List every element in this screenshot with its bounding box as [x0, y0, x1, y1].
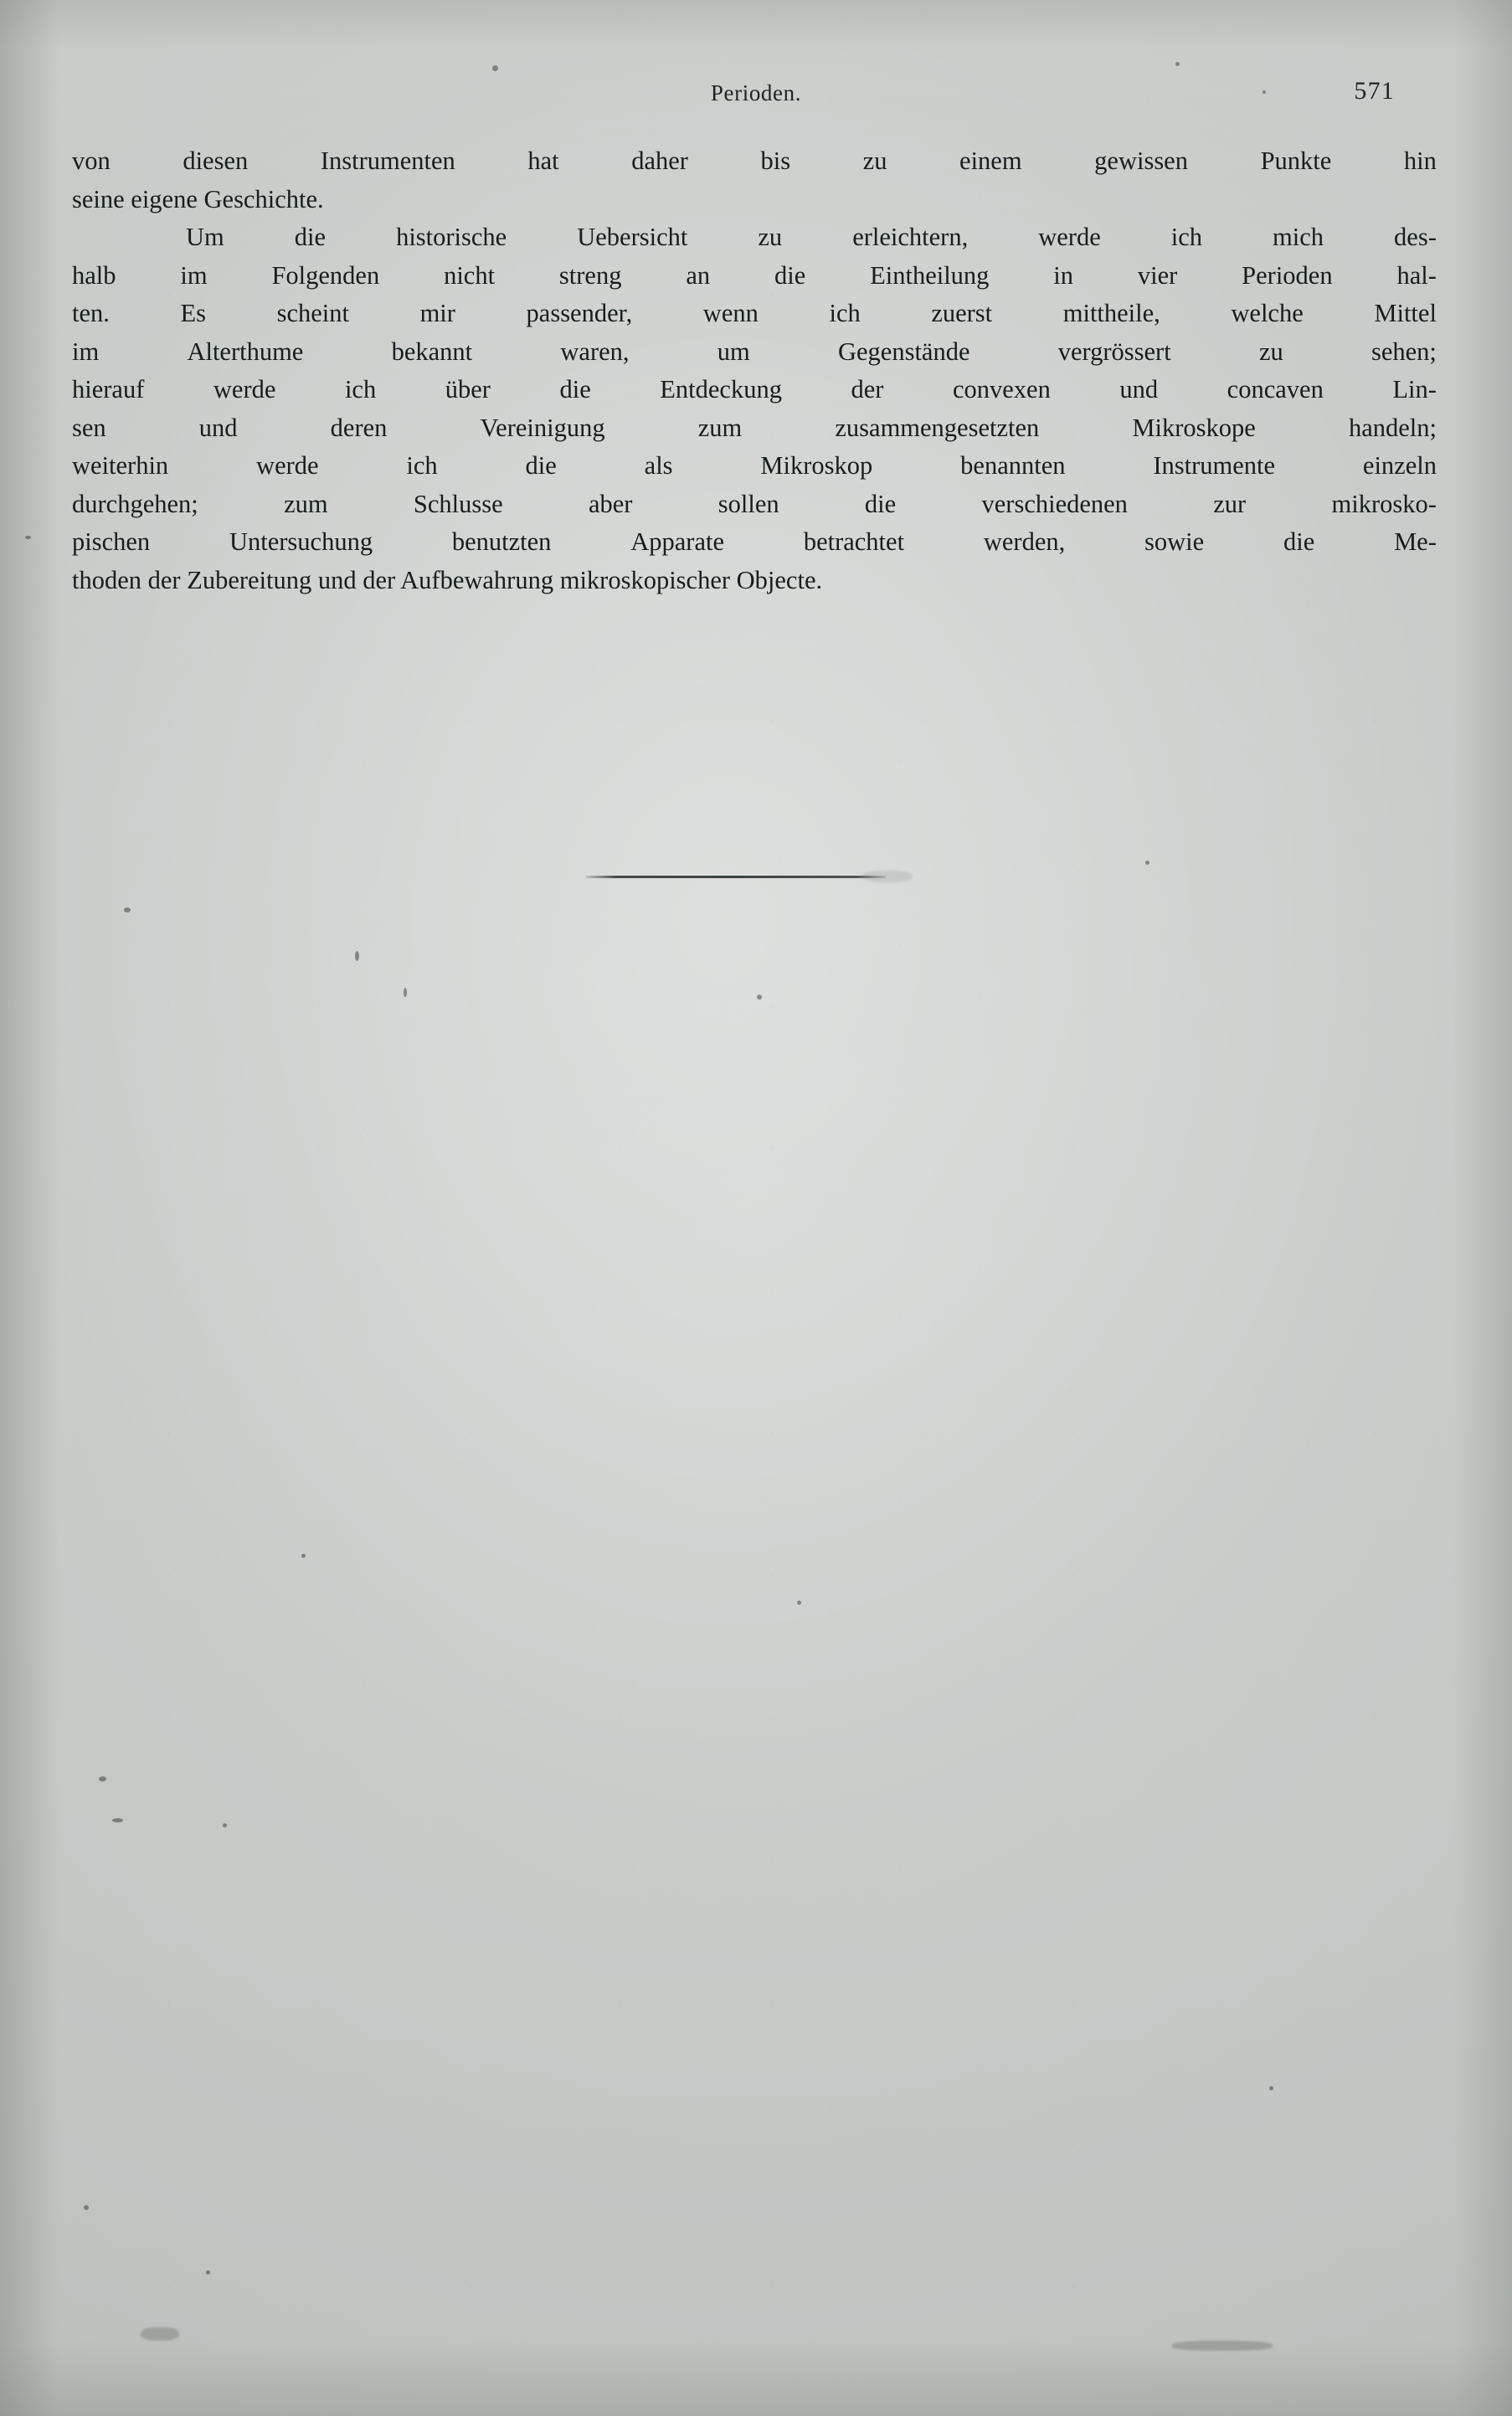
scan-speck — [84, 2205, 89, 2210]
text-word: zusammengesetzten — [835, 413, 1040, 442]
scan-speck — [99, 1776, 106, 1781]
text-line — [72, 371, 1437, 409]
text-line — [72, 562, 1437, 600]
scan-speck — [404, 988, 407, 997]
text-word: daher — [631, 147, 688, 175]
text-word: einzeln — [1362, 451, 1437, 480]
scan-speck — [355, 951, 359, 961]
text-word: zu — [758, 223, 783, 251]
text-word: diesen — [183, 147, 249, 175]
scan-speck — [301, 1554, 306, 1558]
text-word: die — [294, 223, 327, 251]
text-word: erleichtern, — [852, 223, 969, 251]
paragraph-2 — [72, 218, 1437, 599]
text-line — [72, 295, 1437, 333]
text-word: einem — [959, 147, 1022, 175]
text-word: ich — [829, 299, 861, 327]
text-word: Perioden — [1242, 260, 1333, 290]
text-word: von — [72, 147, 111, 175]
scan-speck — [1145, 861, 1149, 865]
text-word: die — [1283, 527, 1315, 556]
text-word: in — [1053, 260, 1074, 290]
scan-speck — [1175, 62, 1180, 66]
text-word: benannten — [960, 451, 1066, 480]
text-word: gewissen — [1094, 147, 1188, 175]
text-word: bis — [760, 147, 791, 175]
text-line — [72, 181, 1437, 219]
scan-speck — [223, 1823, 227, 1827]
text-word: hin — [1403, 147, 1437, 175]
text-word: Uebersicht — [577, 223, 688, 251]
text-word: pischen — [72, 527, 151, 556]
running-head — [75, 77, 1437, 114]
text-word: der — [851, 375, 884, 404]
text-line — [72, 218, 1437, 257]
text-word: Um — [186, 223, 224, 251]
text-word: aber — [588, 489, 633, 518]
paragraph-indent — [72, 218, 116, 257]
section-divider-rule — [586, 876, 886, 878]
text-word: zuerst — [931, 299, 993, 327]
text-word: hal- — [1396, 260, 1437, 290]
text-word: Alterthume — [187, 337, 304, 366]
text-word: ich — [1170, 223, 1203, 251]
text-word: durchgehen; — [72, 489, 198, 518]
text-line-content: seine eigene Geschichte. — [72, 184, 324, 213]
text-word: Gegenstände — [837, 337, 970, 366]
text-word: im — [72, 337, 100, 366]
scan-speck — [112, 1818, 123, 1822]
text-word: nicht — [444, 260, 496, 290]
text-word: Mikroskope — [1132, 413, 1256, 442]
text-word: wenn — [702, 299, 759, 327]
scan-speck — [124, 907, 131, 912]
text-word: historische — [396, 223, 507, 251]
text-word: werde — [213, 375, 276, 404]
page-edge-shading-top — [0, 0, 1512, 50]
text-line — [72, 523, 1437, 562]
text-word: des- — [1394, 223, 1437, 251]
text-word: sollen — [717, 489, 779, 518]
running-head-title: Perioden. — [710, 80, 802, 105]
text-word: zu — [862, 147, 887, 175]
scan-speck — [492, 65, 498, 71]
text-word: scheint — [276, 299, 349, 327]
scan-speck — [206, 2270, 210, 2275]
text-word: bekannt — [391, 337, 473, 366]
text-word: werde — [256, 451, 319, 480]
text-word: Vereinigung — [480, 413, 605, 442]
text-word: welche — [1231, 299, 1304, 327]
text-word: benutzten — [451, 527, 552, 556]
text-word: die — [774, 260, 806, 290]
paragraph-1 — [72, 142, 1437, 218]
text-word: waren, — [560, 337, 630, 366]
text-word: werden, — [983, 527, 1066, 556]
text-word: Eintheilung — [870, 260, 990, 290]
text-line — [72, 257, 1437, 296]
text-word: handeln; — [1348, 413, 1437, 442]
text-word: zum — [697, 413, 743, 442]
text-line — [72, 142, 1437, 181]
text-word: zum — [284, 489, 328, 518]
text-word: mir — [419, 299, 455, 327]
text-line-content: thoden der Zubereitung und der Aufbewahrung mikroskopischer Objecte. — [72, 565, 823, 594]
text-word: die — [559, 375, 591, 404]
text-word: Mikroskop — [760, 451, 873, 480]
text-word: ten. — [72, 299, 110, 327]
text-word: Folgenden — [271, 260, 380, 290]
text-word: als — [644, 451, 673, 480]
scan-speck — [757, 995, 762, 1000]
text-line — [72, 409, 1437, 448]
text-word: zur — [1213, 489, 1247, 518]
text-word: und — [1119, 375, 1159, 404]
page-number: 571 — [1354, 77, 1395, 105]
text-line — [72, 333, 1437, 372]
text-word: die — [525, 451, 557, 480]
text-word: im — [180, 260, 208, 290]
text-word: an — [686, 260, 711, 290]
text-word: Punkte — [1260, 147, 1332, 175]
text-word: convexen — [952, 375, 1051, 404]
text-word: um — [717, 337, 750, 366]
text-word: sehen; — [1371, 337, 1437, 366]
text-word: Me- — [1394, 527, 1437, 556]
scan-smudge — [141, 2327, 179, 2341]
text-word: streng — [558, 260, 622, 290]
text-word: Apparate — [630, 527, 725, 556]
text-word: Es — [180, 299, 206, 327]
text-word: hierauf — [72, 375, 145, 404]
page-edge-shading-right — [1453, 0, 1512, 2416]
text-word: Instrumente — [1153, 451, 1276, 480]
text-word: weiterhin — [72, 451, 169, 480]
text-word: sowie — [1144, 527, 1205, 556]
text-word: vergrössert — [1057, 337, 1171, 366]
scan-smudge — [1172, 2341, 1273, 2351]
text-word: Mittel — [1374, 299, 1437, 327]
text-word: Schlusse — [413, 489, 503, 518]
text-word: ich — [406, 451, 438, 480]
text-line — [72, 447, 1437, 486]
text-line — [72, 486, 1437, 524]
text-word: vier — [1137, 260, 1178, 290]
scan-speck — [1269, 2086, 1273, 2090]
text-word: deren — [330, 413, 388, 442]
text-word: zu — [1258, 337, 1283, 366]
text-word: halb — [72, 260, 116, 290]
text-word: Lin- — [1392, 375, 1437, 404]
text-word: über — [445, 375, 491, 404]
page-edge-shading-left — [0, 0, 59, 2416]
text-word: Untersuchung — [229, 527, 373, 556]
scan-speck — [797, 1601, 801, 1605]
text-word: ich — [344, 375, 377, 404]
text-word: werde — [1038, 223, 1101, 251]
text-word: hat — [527, 147, 559, 175]
text-word: verschiedenen — [981, 489, 1128, 518]
text-word: mich — [1273, 223, 1324, 251]
text-word: mittheile, — [1062, 299, 1160, 327]
page-edge-shading-bottom — [0, 2341, 1512, 2416]
text-word: die — [864, 489, 897, 518]
text-word: sen — [72, 413, 106, 442]
text-word: Entdeckung — [660, 375, 782, 404]
body-text-block — [72, 142, 1437, 599]
text-word: Instrumenten — [320, 147, 455, 175]
text-word: betrachtet — [803, 527, 905, 556]
text-word: und — [198, 413, 238, 442]
text-word: mikrosko- — [1331, 489, 1437, 518]
text-word: concaven — [1227, 375, 1324, 404]
scan-speck — [25, 536, 31, 539]
text-word: passender, — [526, 299, 633, 327]
